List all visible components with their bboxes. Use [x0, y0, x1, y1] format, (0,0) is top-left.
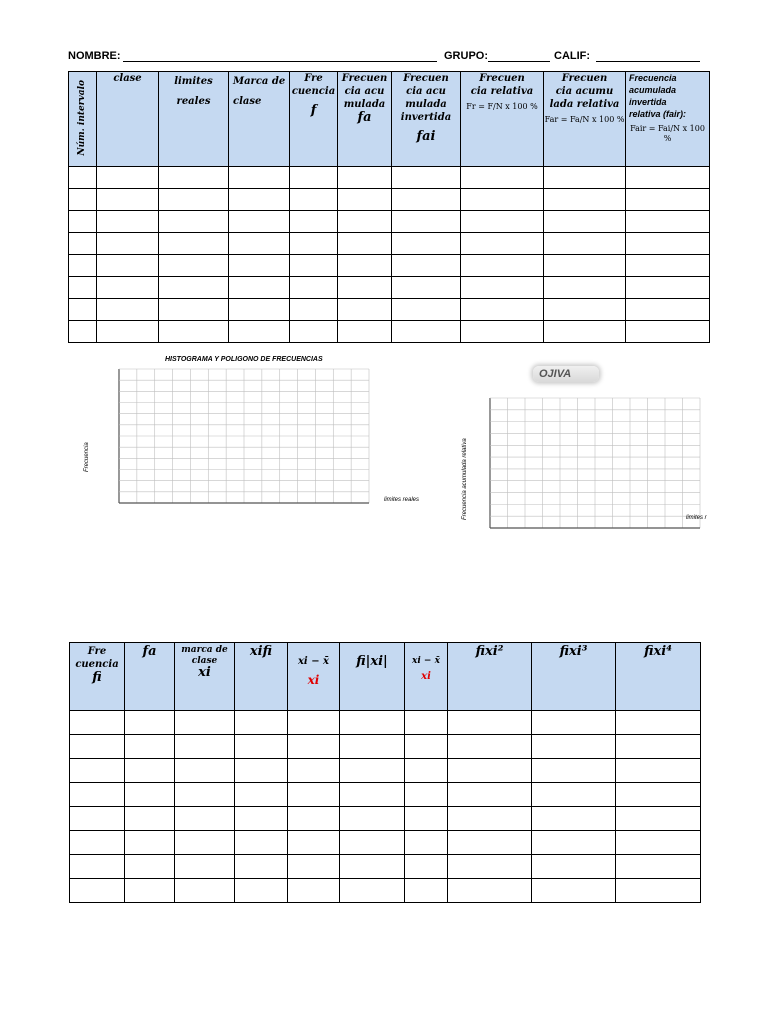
header2-fixi3: fixi³	[532, 643, 616, 711]
table2-row	[70, 855, 701, 879]
table2-row	[70, 735, 701, 759]
table1-cell[interactable]	[229, 255, 290, 277]
table1-cell[interactable]	[229, 233, 290, 255]
table1-cell[interactable]	[229, 321, 290, 343]
table1-cell[interactable]	[338, 255, 392, 277]
table2-cell[interactable]	[616, 855, 701, 879]
table2-cell[interactable]	[616, 831, 701, 855]
table2-cell[interactable]	[288, 783, 340, 807]
table1-row	[69, 277, 710, 299]
table2-cell[interactable]	[448, 735, 532, 759]
table2-row	[70, 879, 701, 903]
table1-cell[interactable]	[626, 211, 710, 233]
table1-cell[interactable]	[392, 167, 461, 189]
table1-cell[interactable]	[290, 211, 338, 233]
table2-cell[interactable]	[405, 759, 448, 783]
table1-row	[69, 299, 710, 321]
table2-row	[70, 711, 701, 735]
table2-cell[interactable]	[175, 807, 235, 831]
table2-cell[interactable]	[175, 711, 235, 735]
table2-cell[interactable]	[340, 831, 405, 855]
table1-cell[interactable]	[544, 255, 626, 277]
table2-cell[interactable]	[616, 711, 701, 735]
table1-cell[interactable]	[159, 299, 229, 321]
table2-cell[interactable]	[175, 759, 235, 783]
table1-cell[interactable]	[461, 233, 544, 255]
table1-cell[interactable]	[392, 255, 461, 277]
table2-cell[interactable]	[125, 879, 175, 903]
table1-cell[interactable]	[69, 211, 97, 233]
table1-cell[interactable]	[97, 321, 159, 343]
student-info-line	[68, 48, 708, 66]
table1-cell[interactable]	[544, 277, 626, 299]
table2-cell[interactable]	[405, 831, 448, 855]
table1-cell[interactable]	[97, 211, 159, 233]
ojiva-ylabel: Frecuencia acumulada relativa	[462, 438, 468, 520]
header2-fa: fa	[125, 643, 175, 711]
table1-row	[69, 233, 710, 255]
histogram-ylabel: Frecuencia	[84, 442, 90, 472]
table2-cell[interactable]	[70, 855, 125, 879]
table1-cell[interactable]	[338, 211, 392, 233]
table1-cell[interactable]	[229, 277, 290, 299]
table1-cell[interactable]	[290, 321, 338, 343]
table2-cell[interactable]	[288, 807, 340, 831]
header2-fixi4: fixi⁴	[616, 643, 701, 711]
table2-cell[interactable]	[448, 711, 532, 735]
table1-cell[interactable]	[290, 167, 338, 189]
table2-cell[interactable]	[340, 879, 405, 903]
table1-cell[interactable]	[392, 277, 461, 299]
calif-label: CALIF:	[554, 50, 591, 62]
table2-cell[interactable]	[532, 831, 616, 855]
table2-cell[interactable]	[532, 711, 616, 735]
table1-cell[interactable]	[69, 321, 97, 343]
table2-cell[interactable]	[532, 879, 616, 903]
table1-cell[interactable]	[392, 211, 461, 233]
table2-cell[interactable]	[448, 783, 532, 807]
table1-cell[interactable]	[626, 167, 710, 189]
table2-cell[interactable]	[340, 807, 405, 831]
table1-cell[interactable]	[338, 321, 392, 343]
table1-cell[interactable]	[159, 255, 229, 277]
table1-cell[interactable]	[461, 189, 544, 211]
table2-row	[70, 759, 701, 783]
table1-cell[interactable]	[338, 233, 392, 255]
table2-cell[interactable]	[235, 735, 288, 759]
table2-cell[interactable]	[70, 831, 125, 855]
table1-cell[interactable]	[626, 255, 710, 277]
table2-row	[70, 831, 701, 855]
table1-cell[interactable]	[290, 299, 338, 321]
table2-cell[interactable]	[235, 879, 288, 903]
ojiva-xlabel: limites r	[686, 515, 707, 521]
ojiva-grid[interactable]	[489, 397, 701, 529]
header2-abs: fi|xi|	[340, 643, 405, 711]
table1-cell[interactable]	[461, 321, 544, 343]
table2-cell[interactable]	[125, 855, 175, 879]
table2-cell[interactable]	[448, 831, 532, 855]
table1-cell[interactable]	[97, 255, 159, 277]
calif-field[interactable]	[596, 61, 700, 62]
table1-cell[interactable]	[159, 167, 229, 189]
table1-cell[interactable]	[159, 321, 229, 343]
table2-row	[70, 807, 701, 831]
table2-row	[70, 783, 701, 807]
table2-cell[interactable]	[405, 783, 448, 807]
table1-cell[interactable]	[159, 211, 229, 233]
table2-cell[interactable]	[405, 879, 448, 903]
table2-cell[interactable]	[616, 759, 701, 783]
table1-cell[interactable]	[392, 321, 461, 343]
table2-cell[interactable]	[70, 711, 125, 735]
table1-cell[interactable]	[392, 299, 461, 321]
table2-cell[interactable]	[235, 759, 288, 783]
table2-cell[interactable]	[532, 783, 616, 807]
table2-cell[interactable]	[448, 879, 532, 903]
header-frecuencia-relativa: Frecuen cia relativa Fr = F/N x 100 %	[461, 72, 544, 167]
nombre-label: NOMBRE:	[68, 50, 121, 62]
table1-row	[69, 211, 710, 233]
table2-cell[interactable]	[70, 807, 125, 831]
table1-cell[interactable]	[69, 277, 97, 299]
table1-cell[interactable]	[626, 189, 710, 211]
table2-cell[interactable]	[235, 855, 288, 879]
table2-cell[interactable]	[125, 711, 175, 735]
table2-cell[interactable]	[616, 807, 701, 831]
table2-cell[interactable]	[288, 831, 340, 855]
header-frecuencia: Fre cuencia f	[290, 72, 338, 167]
table1-cell[interactable]	[69, 167, 97, 189]
header-fair: Frecuencia acumulada invertida relativa (fair): Fair = Fai/N x 100 %	[626, 72, 710, 167]
table2-cell[interactable]	[125, 759, 175, 783]
table1-cell[interactable]	[392, 233, 461, 255]
header2-frecuencia: Fre cuencia fi	[70, 643, 125, 711]
histogram-title: HISTOGRAMA Y POLIGONO DE FRECUENCIAS	[165, 356, 323, 363]
table2-cell[interactable]	[340, 783, 405, 807]
table2-cell[interactable]	[405, 735, 448, 759]
table1-cell[interactable]	[159, 233, 229, 255]
table2-cell[interactable]	[340, 855, 405, 879]
header2-fixi2: fixi²	[448, 643, 532, 711]
header2-desviacion: xi − x̄ xi	[288, 643, 340, 711]
table2-cell[interactable]	[175, 831, 235, 855]
table1-cell[interactable]	[69, 299, 97, 321]
table2-cell[interactable]	[125, 783, 175, 807]
header-frecuencia-acumulada-relativa: Frecuen cia acumu lada relativa Far = Fa/N x 100 %	[544, 72, 626, 167]
header2-desviacion-2: xi − x̄ xi	[405, 643, 448, 711]
table2-cell[interactable]	[405, 855, 448, 879]
table2-cell[interactable]	[70, 879, 125, 903]
table2-cell[interactable]	[125, 807, 175, 831]
table1-cell[interactable]	[392, 189, 461, 211]
frequency-table	[68, 71, 710, 343]
header-frecuencia-acumulada-invertida: Frecuen cia acu mulada invertida fai	[392, 72, 461, 167]
table2-cell[interactable]	[616, 735, 701, 759]
moments-table	[69, 642, 701, 903]
table1-cell[interactable]	[97, 189, 159, 211]
table1-row	[69, 321, 710, 343]
table1-cell[interactable]	[461, 211, 544, 233]
histogram-xlabel: limites reales	[384, 497, 420, 503]
table1-cell[interactable]	[290, 189, 338, 211]
table1-cell[interactable]	[159, 189, 229, 211]
table1-cell[interactable]	[626, 321, 710, 343]
table1-cell[interactable]	[544, 233, 626, 255]
table1-cell[interactable]	[69, 233, 97, 255]
header-frecuencia-acumulada: Frecuen cia acu mulada fa	[338, 72, 392, 167]
table2-cell[interactable]	[125, 735, 175, 759]
table1-cell[interactable]	[159, 277, 229, 299]
table2-cell[interactable]	[288, 879, 340, 903]
header2-marca-de-clase: marca de clase xi	[175, 643, 235, 711]
header-marca-de-clase: Marca de clase	[229, 72, 290, 167]
table1-cell[interactable]	[69, 189, 97, 211]
table1-cell[interactable]	[544, 211, 626, 233]
table2-cell[interactable]	[235, 783, 288, 807]
table1-cell[interactable]	[461, 277, 544, 299]
table2-cell[interactable]	[616, 783, 701, 807]
table2-cell[interactable]	[532, 759, 616, 783]
table1-row	[69, 189, 710, 211]
table2-cell[interactable]	[175, 735, 235, 759]
table2-cell[interactable]	[175, 855, 235, 879]
table1-row	[69, 255, 710, 277]
header-limites-reales: limites reales	[159, 72, 229, 167]
table2-cell[interactable]	[532, 855, 616, 879]
table1-cell[interactable]	[544, 299, 626, 321]
table1-cell[interactable]	[338, 277, 392, 299]
table2-cell[interactable]	[405, 711, 448, 735]
table1-row	[69, 167, 710, 189]
table2-cell[interactable]	[405, 807, 448, 831]
table2-cell[interactable]	[340, 759, 405, 783]
table2-cell[interactable]	[70, 783, 125, 807]
grupo-field[interactable]	[488, 61, 550, 62]
table2-cell[interactable]	[288, 735, 340, 759]
table1-cell[interactable]	[461, 255, 544, 277]
table1-cell[interactable]	[97, 277, 159, 299]
table1-cell[interactable]	[338, 299, 392, 321]
table1-cell[interactable]	[290, 255, 338, 277]
table2-cell[interactable]	[616, 879, 701, 903]
table1-cell[interactable]	[69, 255, 97, 277]
table2-cell[interactable]	[288, 855, 340, 879]
table2-cell[interactable]	[340, 711, 405, 735]
table1-cell[interactable]	[97, 167, 159, 189]
table2-cell[interactable]	[235, 711, 288, 735]
table1-cell[interactable]	[544, 321, 626, 343]
table1-cell[interactable]	[97, 299, 159, 321]
table1-cell[interactable]	[229, 299, 290, 321]
table1-cell[interactable]	[544, 189, 626, 211]
header2-xifi: xifi	[235, 643, 288, 711]
header-num-intervalo: Núm. intervalo	[69, 72, 97, 167]
table2-cell[interactable]	[235, 831, 288, 855]
table1-cell[interactable]	[229, 211, 290, 233]
table1-cell[interactable]	[290, 233, 338, 255]
table1-cell[interactable]	[626, 233, 710, 255]
table2-cell[interactable]	[340, 735, 405, 759]
table2-cell[interactable]	[448, 759, 532, 783]
table2-cell[interactable]	[288, 759, 340, 783]
table1-cell[interactable]	[626, 277, 710, 299]
table1-cell[interactable]	[229, 167, 290, 189]
table1-cell[interactable]	[338, 167, 392, 189]
table1-cell[interactable]	[229, 189, 290, 211]
table2-cell[interactable]	[175, 783, 235, 807]
table2-cell[interactable]	[70, 759, 125, 783]
table2-cell[interactable]	[235, 807, 288, 831]
table2-cell[interactable]	[448, 807, 532, 831]
nombre-field[interactable]	[123, 61, 437, 62]
table2-cell[interactable]	[125, 831, 175, 855]
table1-cell[interactable]	[461, 299, 544, 321]
table1-cell[interactable]	[626, 299, 710, 321]
header-clase: clase	[97, 72, 159, 167]
ojiva-title: OJIVA	[533, 366, 599, 382]
table2-cell[interactable]	[448, 855, 532, 879]
table2-cell[interactable]	[175, 879, 235, 903]
table2-cell[interactable]	[532, 807, 616, 831]
table2-cell[interactable]	[70, 735, 125, 759]
table1-cell[interactable]	[338, 189, 392, 211]
histogram-grid[interactable]	[118, 368, 370, 504]
table1-cell[interactable]	[290, 277, 338, 299]
table2-cell[interactable]	[532, 735, 616, 759]
table2-cell[interactable]	[288, 711, 340, 735]
table1-cell[interactable]	[544, 167, 626, 189]
table1-cell[interactable]	[97, 233, 159, 255]
table1-cell[interactable]	[461, 167, 544, 189]
grupo-label: GRUPO:	[444, 50, 488, 62]
